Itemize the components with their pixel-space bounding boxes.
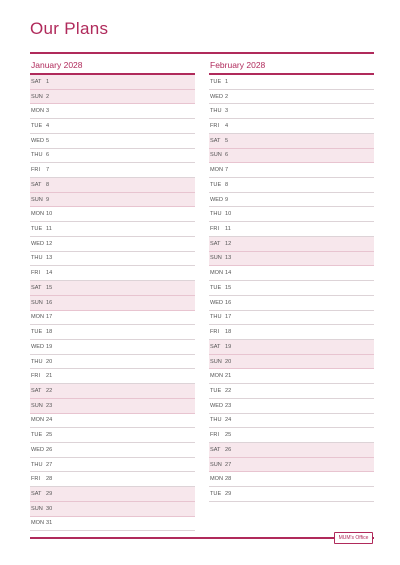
day-row[interactable] [209,340,374,355]
day-of-week: TUE [31,123,43,130]
day-of-week: SUN [31,505,43,512]
day-number: 2 [225,93,229,100]
day-row[interactable] [30,355,195,370]
day-row[interactable] [30,399,195,414]
day-of-week: SUN [210,255,222,262]
brand-tag: MUM's Office [334,532,373,544]
day-of-week: THU [210,314,222,321]
day-row[interactable] [30,207,195,222]
month-column-january [30,59,195,531]
day-number: 9 [46,196,50,203]
day-number: 9 [225,196,229,203]
day-row[interactable] [30,443,195,458]
day-row[interactable] [209,428,374,443]
day-number: 21 [46,373,53,380]
day-number: 24 [225,417,232,424]
day-number: 12 [46,240,53,247]
day-row[interactable] [209,443,374,458]
day-of-week: SAT [210,137,221,144]
day-row[interactable] [30,517,195,532]
day-of-week: WED [210,196,224,203]
day-row[interactable] [209,149,374,164]
day-number: 10 [46,211,53,218]
day-of-week: THU [31,255,43,262]
month-heading: February 2028 [210,60,266,70]
day-number: 24 [46,417,53,424]
day-number: 23 [46,402,53,409]
day-number: 6 [46,152,50,159]
day-number: 28 [46,476,53,483]
day-of-week: MON [210,476,224,483]
day-of-week: TUE [31,432,43,439]
day-of-week: FRI [210,432,220,439]
day-of-week: SAT [210,343,221,350]
day-number: 26 [46,446,53,453]
day-number: 5 [46,137,50,144]
day-of-week: SAT [31,78,42,85]
footer-divider [30,537,335,539]
day-of-week: THU [210,211,222,218]
day-of-week: THU [210,417,222,424]
day-number: 15 [225,284,232,291]
day-number: 26 [225,446,232,453]
month-column-february [209,59,374,502]
day-number: 29 [46,490,53,497]
day-row[interactable] [209,237,374,252]
day-of-week: SUN [210,152,222,159]
day-of-week: WED [210,93,224,100]
day-number: 15 [46,284,53,291]
day-row[interactable] [209,369,374,384]
day-number: 22 [46,387,53,394]
day-row[interactable] [30,428,195,443]
day-of-week: FRI [210,123,220,130]
day-row[interactable] [209,487,374,502]
day-row[interactable] [209,104,374,119]
day-number: 4 [46,123,50,130]
day-number: 8 [225,181,229,188]
page-title: Our Plans [30,19,109,38]
day-number: 18 [225,329,232,336]
day-number: 28 [225,476,232,483]
day-of-week: SUN [210,358,222,365]
day-row[interactable] [209,163,374,178]
day-number: 20 [225,358,232,365]
day-row[interactable] [209,414,374,429]
day-row[interactable] [30,369,195,384]
day-of-week: WED [31,137,45,144]
day-number: 7 [46,167,50,174]
day-number: 11 [46,226,52,233]
day-of-week: MON [210,373,224,380]
day-number: 3 [46,108,50,115]
day-of-week: TUE [31,226,43,233]
day-row[interactable] [209,296,374,311]
day-row[interactable] [209,119,374,134]
day-number: 25 [46,432,53,439]
day-number: 22 [225,387,232,394]
day-row[interactable] [30,178,195,193]
day-row[interactable] [209,399,374,414]
day-of-week: SAT [31,181,42,188]
day-row[interactable] [209,252,374,267]
month-heading: January 2028 [31,60,83,70]
day-row[interactable] [30,487,195,502]
day-list [209,75,374,502]
day-of-week: SUN [31,299,43,306]
day-number: 8 [46,181,50,188]
day-of-week: SUN [31,402,43,409]
day-number: 3 [225,108,229,115]
day-of-week: WED [31,343,45,350]
day-row[interactable] [30,502,195,517]
day-number: 2 [46,93,50,100]
day-of-week: SAT [210,240,221,247]
day-of-week: THU [210,108,222,115]
day-row[interactable] [209,281,374,296]
day-of-week: WED [210,299,224,306]
day-row[interactable] [209,222,374,237]
day-row[interactable] [30,472,195,487]
day-number: 19 [225,343,232,350]
day-number: 13 [46,255,53,262]
day-number: 18 [46,329,53,336]
day-of-week: FRI [31,270,41,277]
day-list [30,75,195,531]
day-number: 10 [225,211,232,218]
day-row[interactable] [209,311,374,326]
day-row[interactable] [30,237,195,252]
day-number: 5 [225,137,229,144]
day-number: 31 [46,520,53,527]
day-number: 12 [225,240,232,247]
day-of-week: MON [210,167,224,174]
day-row[interactable] [209,134,374,149]
day-of-week: TUE [210,181,222,188]
day-of-week: SAT [210,446,221,453]
day-row[interactable] [209,355,374,370]
day-number: 14 [46,270,53,277]
day-number: 27 [46,461,53,468]
day-row[interactable] [30,252,195,267]
day-number: 16 [225,299,232,306]
day-number: 23 [225,402,232,409]
day-number: 29 [225,490,232,497]
day-of-week: FRI [210,329,220,336]
day-of-week: SUN [210,461,222,468]
day-of-week: TUE [31,329,43,336]
day-of-week: THU [31,358,43,365]
day-number: 17 [225,314,232,321]
day-number: 20 [46,358,53,365]
day-row[interactable] [30,193,195,208]
day-number: 27 [225,461,232,468]
day-row[interactable] [209,266,374,281]
day-row[interactable] [209,207,374,222]
title-divider [30,52,374,54]
day-row[interactable] [30,134,195,149]
day-of-week: THU [31,152,43,159]
day-of-week: TUE [210,387,222,394]
day-of-week: SAT [31,490,42,497]
day-number: 1 [46,78,50,85]
day-row[interactable] [209,325,374,340]
day-of-week: TUE [210,284,222,291]
day-of-week: FRI [31,476,41,483]
day-of-week: SAT [31,387,42,394]
day-row[interactable] [209,90,374,105]
day-of-week: TUE [210,490,222,497]
day-of-week: WED [210,402,224,409]
day-number: 7 [225,167,229,174]
day-of-week: MON [31,314,45,321]
day-number: 16 [46,299,53,306]
day-of-week: SAT [31,284,42,291]
day-row[interactable] [30,163,195,178]
day-of-week: FRI [210,226,220,233]
day-of-week: WED [31,240,45,247]
day-of-week: SUN [31,93,43,100]
day-of-week: TUE [210,78,222,85]
day-of-week: FRI [31,373,41,380]
day-number: 6 [225,152,229,159]
day-number: 19 [46,343,53,350]
day-of-week: THU [31,461,43,468]
day-number: 4 [225,123,229,130]
day-number: 14 [225,270,232,277]
day-row[interactable] [209,178,374,193]
day-row[interactable] [209,384,374,399]
day-row[interactable] [30,104,195,119]
day-row[interactable] [30,266,195,281]
day-of-week: MON [31,211,45,218]
day-of-week: MON [210,270,224,277]
day-number: 13 [225,255,232,262]
day-row[interactable] [30,384,195,399]
day-of-week: MON [31,417,45,424]
day-number: 11 [225,226,231,233]
day-row[interactable] [209,472,374,487]
day-row[interactable] [209,75,374,90]
day-of-week: MON [31,108,45,115]
day-row[interactable] [209,193,374,208]
day-of-week: SUN [31,196,43,203]
day-number: 17 [46,314,53,321]
day-row[interactable] [30,119,195,134]
day-number: 1 [225,78,229,85]
day-row[interactable] [30,458,195,473]
day-row[interactable] [209,458,374,473]
day-row[interactable] [30,325,195,340]
day-of-week: MON [31,520,45,527]
day-row[interactable] [30,296,195,311]
day-of-week: WED [31,446,45,453]
day-of-week: FRI [31,167,41,174]
day-row[interactable] [30,90,195,105]
day-row[interactable] [30,311,195,326]
day-row[interactable] [30,281,195,296]
day-number: 30 [46,505,53,512]
day-number: 25 [225,432,232,439]
day-row[interactable] [30,222,195,237]
day-number: 21 [225,373,232,380]
day-row[interactable] [30,414,195,429]
day-row[interactable] [30,75,195,90]
day-row[interactable] [30,340,195,355]
day-row[interactable] [30,149,195,164]
